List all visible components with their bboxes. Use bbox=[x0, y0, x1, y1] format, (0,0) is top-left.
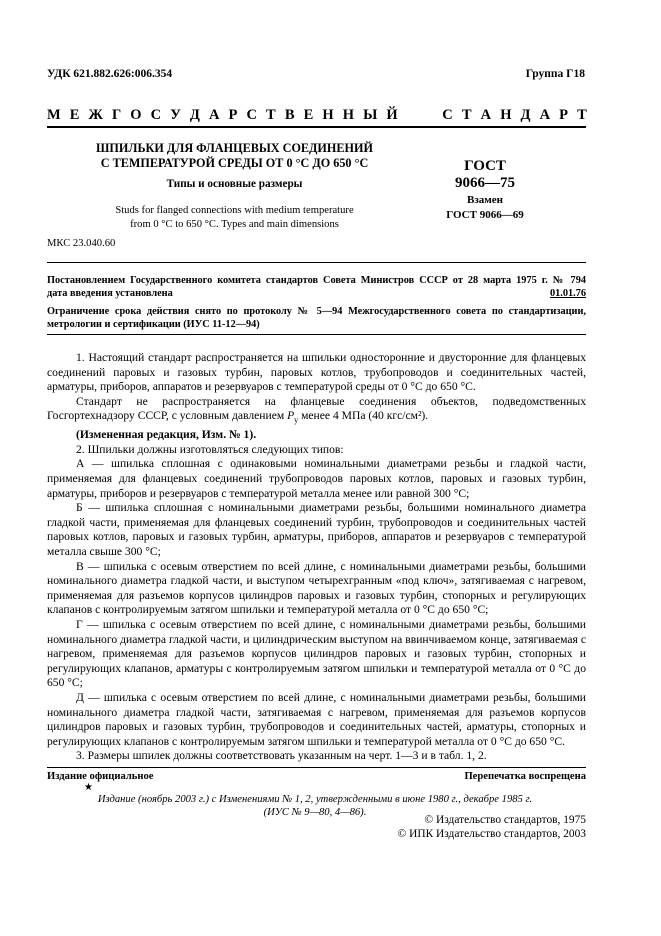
official-edition: Издание официальное bbox=[47, 771, 154, 782]
doc-subtitle: Типы и основные размеры bbox=[166, 178, 303, 190]
clause-1: 1. Настоящий стандарт распространяется на шпильки односторонние и двусторонние для фланцевых соединений паровых и газовых турбин, паровых котлов, трубопроводов и соединительных частей, арматуры, приборов, аппаратов и резервуаров с температурой среды от 0 °С до 650 °С. bbox=[47, 351, 586, 394]
copyright-2003: © ИПК Издательство стандартов, 2003 bbox=[397, 827, 586, 840]
replaced-standard: ГОСТ 9066—69 bbox=[446, 209, 524, 221]
english-title-line-2: from 0 °C to 650 °C. Types and main dimensions bbox=[130, 218, 339, 230]
clause-2: 2. Шпильки должны изготовляться следующих типов: bbox=[76, 442, 344, 456]
decree-line-1: Постановлением Государственного комитета стандартов Совета Министров СССР от 28 марта 1975 г. № 794 bbox=[47, 275, 586, 286]
pressure-symbol: P bbox=[287, 409, 295, 423]
top-rule bbox=[47, 126, 586, 128]
edition-line-1: Издание (ноябрь 2003 г.) с Изменениями № 1, 2, утвержденными в июне 1980 г., декабре 1985 г. bbox=[97, 794, 533, 805]
pressure-subscript: y bbox=[294, 415, 299, 425]
clause-3: 3. Размеры шпилек должны соответствовать указанным на черт. 1—3 и в табл. 1, 2. bbox=[76, 749, 487, 763]
body-text bbox=[47, 351, 586, 764]
type-v: В — шпилька с осевым отверстием по всей длине, с номинальными диаметрами резьбы, большими номинального диаметра гладкой части, и выступом четырехгранным «под ключ», затягиваемая с нагревом, применяемая для разъемов корпусов цилиндров паровых и газовых турбин, стопорных и регулирующих клапанов с контролируемым затягом шпильки и температурой металла от 0 °С до 650 °С; bbox=[47, 559, 586, 617]
copyright-1975: © Издательство стандартов, 1975 bbox=[424, 814, 586, 826]
doc-title bbox=[47, 141, 422, 171]
decree-line-2: дата введения установлена bbox=[47, 288, 173, 299]
star-mark: ★ bbox=[84, 782, 93, 793]
effective-date: 01.01.76 bbox=[549, 288, 586, 299]
restriction-line-1: Ограничение срока действия снято по протоколу № 5—94 Межгосударственного совета по стандартизации, bbox=[47, 306, 586, 317]
type-a: А — шпилька сплошная с одинаковыми номинальными диаметрами резьбы и гладкой части, применяемая для фланцевых соединений трубопроводов паровых котлов, паровых и газовых турбин, арматуры, приборов и резервуаров с температурой металла менее или равной 300 °С; bbox=[47, 457, 586, 500]
english-title bbox=[47, 204, 422, 231]
udk-code: УДК 621.882.626:006.354 bbox=[47, 68, 173, 80]
clause-1-note bbox=[47, 395, 586, 429]
english-title-line-1: Studs for flanged connections with medium temperature bbox=[115, 205, 354, 216]
footer-rule bbox=[47, 767, 586, 768]
edition-line-2: (ИУС № 9—80, 4—86). bbox=[263, 806, 367, 818]
mks-code: МКС 23.040.60 bbox=[47, 238, 116, 249]
title-line-2: С ТЕМПЕРАТУРОЙ СРЕДЫ ОТ 0 °С ДО 650 °С bbox=[100, 156, 369, 170]
amendment-note: (Измененная редакция, Изм. № 1). bbox=[76, 428, 257, 442]
title-line-1: ШПИЛЬКИ ДЛЯ ФЛАНЦЕВЫХ СОЕДИНЕНИЙ bbox=[96, 141, 373, 155]
standard-banner: М Е Ж Г О С У Д А Р С Т В Е Н Н Ы Й С Т А Н Д А Р Т bbox=[47, 107, 587, 123]
gost-number: 9066—75 bbox=[455, 175, 515, 191]
copyright-block bbox=[398, 814, 586, 841]
replaces-label: Взамен bbox=[467, 194, 503, 206]
type-d: Д — шпилька с осевым отверстием по всей длине, с номинальными диаметрами резьбы, большими номинального диаметра гладкой части, затягиваемая с нагревом, применяемая для разъемов корпусов цилиндров паровых и газовых турбин, трубопроводов и соединительных частей, арматуры, стопорных и регулирующих клапанов с контролируемым затягом шпильки и температурой металла от 0 °С до 650 °С. bbox=[47, 690, 586, 748]
group-code: Группа Г18 bbox=[525, 68, 585, 80]
gost-label: ГОСТ bbox=[464, 158, 506, 174]
restriction-line-2: метрологии и сертификации (ИУС 11-12—94) bbox=[47, 319, 260, 330]
clause-1-note-tail: менее 4 МПа (40 кгс/см²). bbox=[298, 409, 429, 423]
clause-1-note-text: Стандарт не распространяется на фланцевые соединения объектов, подведомственных Госгортехнадзору СССР, с условным давлением bbox=[47, 394, 586, 423]
mks-rule bbox=[47, 262, 586, 263]
reprint-notice: Перепечатка воспрещена bbox=[464, 771, 586, 782]
type-g: Г — шпилька с осевым отверстием по всей длине, с номинальными диаметрами резьбы, большими номинального диаметра гладкой части, и цилиндрическим выступом на ввинчиваемом конце, затягиваемая с нагревом, применяемая для разъемов корпусов цилиндров паровых и газовых турбин, стопорных и регулирующих клапанов, арматуры с контролируемым затягом шпильки и температурой металла от 0 °С до 650 °С; bbox=[47, 618, 586, 690]
type-b: Б — шпилька сплошная с номинальными диаметрами резьбы, большими номинального диаметра гладкой части, применяемая для фланцевых соединений турбин, трубопроводов и соединительных частей паровых котлов, паровых и газовых турбин, арматуры, приборов, аппаратов и резервуаров с температурой металла свыше 300 °С; bbox=[47, 501, 586, 559]
restriction-rule bbox=[47, 334, 586, 335]
